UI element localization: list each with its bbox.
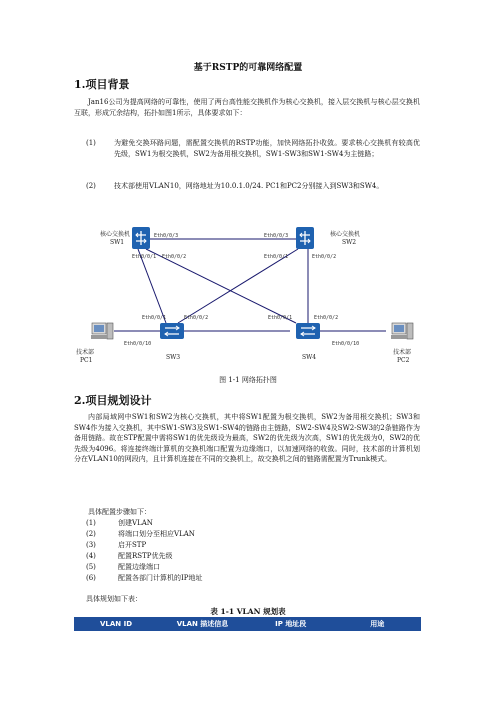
- step-number: (6): [86, 574, 96, 582]
- port-label: Eth0/0/1: [142, 315, 167, 321]
- access-switch-sw3-icon: [160, 323, 184, 339]
- sw3-name: SW3: [166, 354, 181, 361]
- step-number: (4): [86, 552, 96, 560]
- step-number: (3): [86, 541, 96, 549]
- core-switch-sw2-icon: [296, 227, 314, 249]
- step-item-4: [86, 551, 172, 561]
- pc1-label: 技术部: [76, 349, 95, 356]
- step-text: 配置RSTP优先级: [118, 552, 173, 560]
- item-text: 为避免交换环路问题，需配置交换机的RSTP功能，加快网络拓扑收敛。要求核心交换机有较高优先级，SW1为根交换机，SW2为备用根交换机，SW1-SW3和SW1-SW4为主链路；: [114, 139, 420, 158]
- core-switch-sw1-icon: [132, 227, 150, 249]
- port-label: Eth0/0/1: [132, 254, 157, 260]
- port-label: Eth0/0/1: [268, 315, 293, 321]
- step-text: 配置边缘端口: [118, 563, 160, 571]
- link-sw1-sw4: [146, 249, 296, 323]
- steps-intro: 具体配置步骤如下：: [88, 508, 151, 516]
- pc2-name: PC2: [397, 357, 410, 364]
- port-label: Eth0/0/2: [312, 254, 337, 260]
- pc1-computer-icon: [91, 323, 113, 339]
- table-caption: 表 1-1 VLAN 规划表: [210, 607, 286, 616]
- table-header-row: [75, 618, 421, 631]
- column-header-purpose: 用途: [334, 618, 421, 631]
- requirement-item-2: [74, 181, 420, 203]
- access-switch-sw4-icon: [296, 323, 320, 339]
- pc2-computer-icon: [391, 323, 413, 339]
- sw4-name: SW4: [302, 354, 317, 361]
- section1-heading: 1.项目背景: [74, 78, 130, 91]
- port-label: Eth0/0/2: [184, 315, 209, 321]
- sw1-label: 核心交换机: [100, 231, 131, 238]
- item-number: (2): [86, 182, 96, 190]
- item-number: (1): [86, 139, 96, 147]
- step-number: (2): [86, 530, 96, 538]
- step-number: (5): [86, 563, 96, 571]
- link-sw1-sw3: [138, 249, 166, 323]
- step-item-2: [86, 529, 195, 539]
- step-item-6: [86, 573, 202, 583]
- port-label: Eth0/0/2: [162, 254, 187, 260]
- doc-title: 基于RSTP的可靠网络配置: [193, 63, 303, 73]
- section2-paragraph: 内部局域网中SW1和SW2为核心交换机，其中将SW1配置为根交换机，SW2为备用根交换机；SW3和SW4作为接入交换机，其中SW1-SW3及SW1-SW4的链路由主链路，SW2-SW4及SW2-SW3的2条链路作为备用链路。故在STP配置中需将SW1的优先级设为最高，SW2的优先级为次高，SW1的优先级为0，SW2的优先级为4096。将连接终端计算机的交换机端口配置为边缘端口，以加速网络的收敛。同时，技术部的计算机划分在VLAN10的网段内，且计算机连接在不同的交换机上，故交换机之间的链路需配置为Trunk模式。: [74, 413, 420, 463]
- step-text: 创建VLAN: [118, 519, 153, 527]
- sw2-name: SW2: [342, 239, 357, 246]
- step-item-3: [86, 540, 146, 550]
- step-text: 配置各部门计算机的IP地址: [118, 574, 203, 582]
- port-label: Eth0/0/3: [264, 233, 289, 239]
- plan-intro: 具体规划如下表：: [86, 595, 142, 603]
- column-header-ip-range: IP 地址段: [247, 618, 334, 631]
- section1-intro: Jan16公司为提高网络的可靠性，使用了两台高性能交换机作为核心交换机，接入层交换机与核心层交换机互联，形成冗余结构，拓扑如图1所示，具体要求如下：: [74, 98, 420, 117]
- step-item-1: [86, 518, 153, 528]
- port-label: Eth0/0/10: [332, 341, 360, 347]
- network-topology-diagram: [74, 225, 420, 373]
- port-label: Eth0/0/10: [124, 341, 152, 347]
- item-text: 技术部使用VLAN10，网络地址为10.0.1.0/24. PC1和PC2分别接入到SW3和SW4。: [114, 182, 384, 190]
- step-text: 启开STP: [118, 541, 147, 549]
- section2-heading: 2.项目规划设计: [74, 394, 152, 407]
- column-header-vlan-description: VLAN 描述信息: [158, 618, 248, 631]
- step-item-5: [86, 562, 160, 572]
- link-sw2-sw3: [178, 249, 298, 323]
- port-label: Eth0/0/2: [314, 315, 339, 321]
- pc1-name: PC1: [80, 357, 93, 364]
- step-number: (1): [86, 519, 96, 527]
- sw2-label: 核心交换机: [330, 231, 361, 238]
- port-label: Eth0/0/3: [154, 233, 179, 239]
- column-header-vlan-id: VLAN ID: [75, 618, 158, 631]
- port-label: Eth0/0/1: [264, 254, 289, 260]
- requirement-item-1: [74, 138, 420, 170]
- pc2-label: 技术部: [393, 349, 412, 356]
- figure-caption: 图 1-1 网络拓扑图: [219, 376, 277, 384]
- vlan-plan-table: [74, 617, 421, 631]
- step-text: 将端口划分至相应VLAN: [118, 530, 195, 538]
- sw1-name: SW1: [110, 239, 125, 246]
